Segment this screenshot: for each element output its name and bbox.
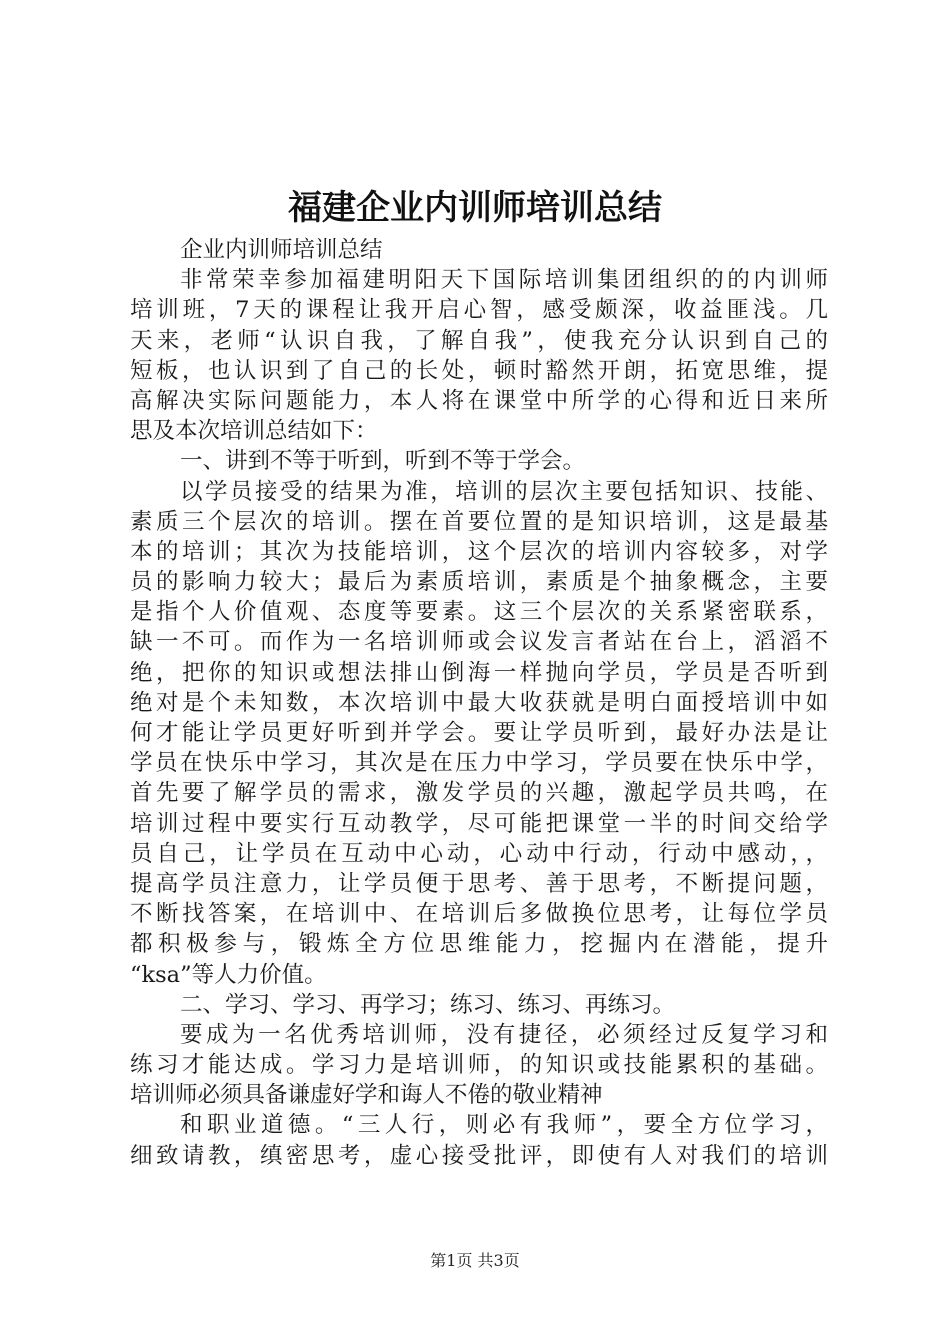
text-line: 天来，老师“认识自我，了解自我”，使我充分认识到自己的	[130, 327, 828, 354]
section-heading: 二、学习、学习、再学习；练习、练习、再练习。	[180, 991, 676, 1018]
text-line: 培训过程中要实行互动教学，尽可能把课堂一半的时间交给学	[130, 810, 828, 837]
document-body	[130, 235, 828, 1171]
text-line: 员自己，让学员在互动中心动，心动中行动，行动中感动，，	[130, 840, 828, 867]
text-line: 首先要了解学员的需求，激发学员的兴趣，激起学员共鸣，在	[130, 780, 828, 807]
text-line: 绝对是个未知数，本次培训中最大收获就是明白面授培训中如	[130, 689, 828, 716]
section-heading: 一、讲到不等于听到，听到不等于学会。	[180, 448, 586, 475]
text-line: 都积极参与，锻炼全方位思维能力，挖掘内在潜能，提升	[130, 931, 828, 958]
text-line: 以学员接受的结果为准，培训的层次主要包括知识、技能、	[180, 478, 828, 505]
text-line: 培训班，7天的课程让我开启心智，感受颇深，收益匪浅。几	[130, 297, 828, 324]
text-line: “ksa”等人力价值。	[130, 961, 327, 988]
text-line: 学员在快乐中学习，其次是在压力中学习，学员要在快乐中学，	[130, 750, 828, 777]
text-line: 培训师必须具备谦虚好学和诲人不倦的敬业精神	[130, 1082, 603, 1109]
text-line: 非常荣幸参加福建明阳天下国际培训集团组织的的内训师	[180, 267, 828, 294]
text-line: 思及本次培训总结如下：	[130, 418, 378, 445]
text-line: 要成为一名优秀培训师，没有捷径，必须经过反复学习和	[180, 1021, 828, 1048]
text-line: 练习才能达成。学习力是培训师，的知识或技能累积的基础。	[130, 1052, 828, 1079]
text-line: 短板，也认识到了自己的长处，顿时豁然开朗，拓宽思维，提	[130, 357, 828, 384]
text-line: 企业内训师培训总结	[180, 237, 383, 263]
text-line: 本的培训；其次为技能培训，这个层次的培训内容较多，对学	[130, 538, 828, 565]
text-line: 缺一不可。而作为一名培训师或会议发言者站在台上，滔滔不	[130, 629, 828, 656]
text-line: 细致请教，缜密思考，虚心接受批评，即使有人对我们的培训	[130, 1142, 828, 1169]
text-line: 高解决实际问题能力，本人将在课堂中所学的心得和近日来所	[130, 387, 828, 414]
text-line: 何才能让学员更好听到并学会。要让学员听到，最好办法是让	[130, 720, 828, 746]
text-line: 不断找答案，在培训中、在培训后多做换位思考，让每位学员	[130, 901, 828, 928]
text-line: 提高学员注意力，让学员便于思考、善于思考，不断提问题，	[130, 870, 828, 897]
text-line: 员的影响力较大；最后为素质培训，素质是个抽象概念，主要	[130, 569, 828, 596]
page-number-footer: 第1页 共3页	[430, 1251, 520, 1270]
text-line: 是指个人价值观、态度等要素。这三个层次的关系紧密联系，	[130, 599, 828, 626]
text-line: 绝，把你的知识或想法排山倒海一样抛向学员，学员是否听到	[130, 659, 828, 686]
text-line: 和职业道德。“三人行，则必有我师”，要全方位学习，	[180, 1112, 828, 1139]
document-title: 福建企业内训师培训总结	[288, 188, 662, 228]
text-line: 素质三个层次的培训。摆在首要位置的是知识培训，这是最基	[130, 508, 828, 535]
